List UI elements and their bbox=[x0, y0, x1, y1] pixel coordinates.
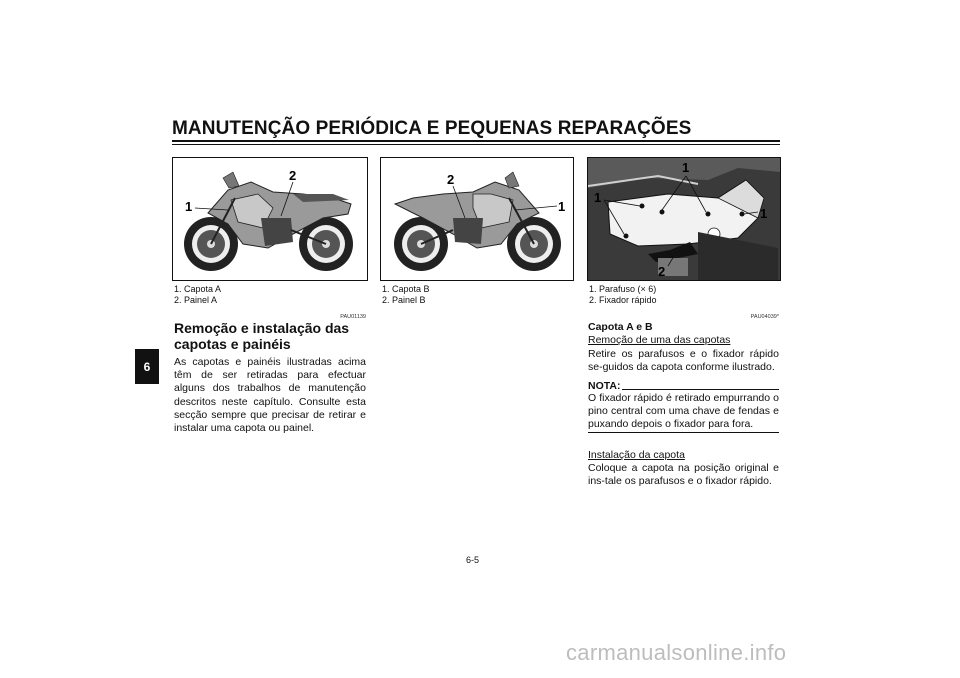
callout-1: 1 bbox=[682, 160, 690, 175]
note-rule-top bbox=[622, 389, 779, 390]
note-label: NOTA: bbox=[588, 380, 621, 392]
caption-item: 1. Capota A bbox=[174, 284, 222, 294]
removal-body: Retire os parafusos e o fixador rápido se-guidos da capota conforme ilustrado. bbox=[588, 348, 779, 374]
note-rule-bottom bbox=[588, 432, 779, 433]
callout-1: 1 bbox=[760, 206, 768, 221]
title-rule bbox=[172, 140, 780, 142]
install-body: Coloque a capota na posição original e ins-tale os parafusos e o fixador rápido. bbox=[588, 462, 779, 488]
callout-2: 2 bbox=[658, 264, 666, 279]
caption-item: 2. Painel A bbox=[174, 295, 218, 305]
caption-item: 1. Parafuso (× 6) bbox=[589, 284, 657, 294]
install-title: Instalação da capota bbox=[588, 449, 685, 461]
callout-1: 1 bbox=[594, 190, 602, 205]
figure-3-captions bbox=[589, 284, 657, 306]
callout-2: 2 bbox=[447, 172, 455, 187]
section-code: PAU01139 bbox=[340, 314, 366, 320]
figure-capota-b bbox=[380, 157, 574, 281]
page-title: MANUTENÇÃO PERIÓDICA E PEQUENAS REPARAÇÕES bbox=[172, 118, 692, 139]
removal-title: Remoção de uma das capotas bbox=[588, 334, 731, 346]
watermark: carmanualsonline.info bbox=[566, 640, 787, 665]
cowling-closeup-illustration bbox=[588, 158, 780, 280]
caption-item: 2. Fixador rápido bbox=[589, 295, 657, 305]
callout-2: 2 bbox=[289, 168, 297, 183]
figure-1-captions bbox=[174, 284, 221, 306]
figure-fasteners bbox=[587, 157, 781, 281]
note-body: O fixador rápido é retirado empurrando o pino central com uma chave de fendas e puxando depois o fixador para fora. bbox=[588, 392, 779, 431]
callout-1: 1 bbox=[558, 199, 566, 214]
chapter-tab: 6 bbox=[135, 349, 159, 384]
motorcycle-left-side-illustration bbox=[173, 158, 367, 280]
page-number: 6-5 bbox=[466, 555, 480, 565]
figure-2-captions bbox=[382, 284, 430, 306]
section-heading-line1: Remoção e instalação das bbox=[174, 320, 350, 336]
section-heading bbox=[174, 320, 374, 352]
subsection-heading: Capota A e B bbox=[588, 321, 653, 333]
title-rule-thin bbox=[172, 144, 780, 145]
section-heading-line2: capotas e painéis bbox=[174, 336, 291, 352]
motorcycle-right-side-illustration bbox=[381, 158, 573, 280]
section-code: PAU04039* bbox=[750, 314, 779, 320]
callout-1: 1 bbox=[185, 199, 193, 214]
figure-capota-a bbox=[172, 157, 368, 281]
caption-item: 2. Painel B bbox=[382, 295, 426, 305]
section-body: As capotas e painéis ilustradas acima têm de ser retiradas para efectuar alguns dos trabalhos de manutenção descritos neste capítulo. Consulte esta secção sempre que precisar de retirar e instalar uma capota ou painel. bbox=[174, 356, 366, 435]
caption-item: 1. Capota B bbox=[382, 284, 430, 294]
